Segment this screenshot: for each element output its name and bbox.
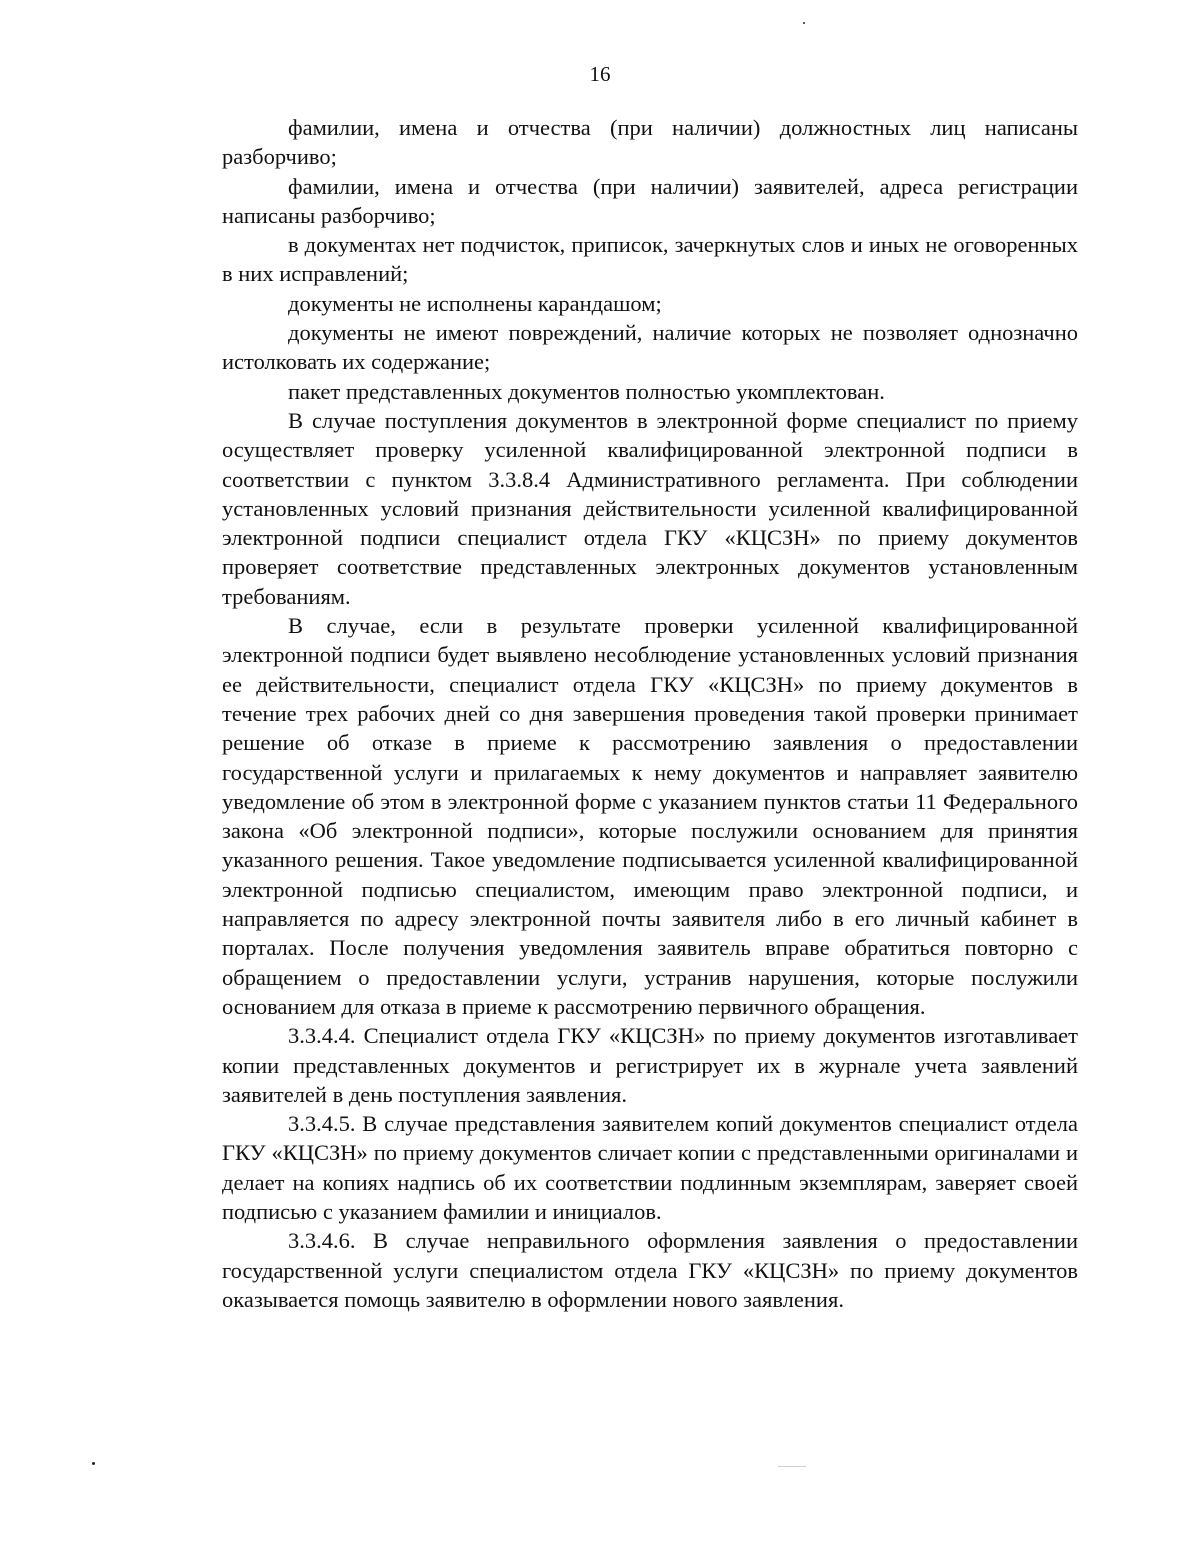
page-number: 16 [589, 62, 611, 86]
paragraph: 3.3.4.4. Специалист отдела ГКУ «КЦСЗН» по приему документов изготавливает копии представленных документов и регистрирует их в журнале учета заявлений заявителей в день поступления заявления. [222, 1023, 1078, 1107]
scan-mark [778, 1466, 806, 1467]
paragraph: фамилии, имена и отчества (при наличии) должностных лиц написаны разборчиво; [222, 115, 1078, 170]
paragraph: 3.3.4.5. В случае представления заявителем копий документов специалист отдела ГКУ «КЦСЗН» по приему документов сличает копии с представленными оригиналами и делает на копиях надпись об их соответствии подлинным экземплярам, заверяет своей подписью с указанием фамилии и инициалов. [222, 1111, 1078, 1224]
paragraph: документы не имеют повреждений, наличие которых не позволяет однозначно истолковать их содержание; [222, 320, 1078, 375]
paragraph: фамилии, имена и отчества (при наличии) заявителей, адреса регистрации написаны разборчиво; [222, 173, 1078, 228]
paragraph: пакет представленных документов полностью укомплектован. [288, 378, 885, 404]
scan-speck [92, 1462, 95, 1465]
paragraph: 3.3.4.6. В случае неправильного оформления заявления о предоставлении государственной услуги специалистом отдела ГКУ «КЦСЗН» по приему документов оказывается помощь заявителю в оформлении нового заявления. [222, 1228, 1078, 1312]
scan-speck [803, 22, 805, 24]
paragraph: документы не исполнены карандашом; [288, 290, 662, 316]
paragraph: В случае, если в результате проверки усиленной квалифицированной электронной подписи будет выявлено несоблюдение установленных условий признания ее действительности, специалист отдела ГКУ «КЦСЗН» по приему документов в течение трех рабочих дней со дня завершения проведения такой проверки принимает решение об отказе в приеме к рассмотрению заявления о предоставлении государственной услуги и прилагаемых к нему документов и направляет заявителю уведомление об этом в электронной форме с указанием пунктов статьи 11 Федерального закона «Об электронной подписи», которые послужили основанием для принятия указанного решения. Такое уведомление подписывается усиленной квалифицированной электронной подписью специалистом, имеющим право электронной подписи, и направляется по адресу электронной почты заявителя либо в его личный кабинет в порталах. После получения уведомления заявитель вправе обратиться повторно с обращением о предоставлении услуги, устранив нарушения, которые послужили основанием для отказа в приеме к рассмотрению первичного обращения. [222, 613, 1078, 1019]
document-body [222, 113, 1078, 1314]
paragraph: в документах нет подчисток, приписок, зачеркнутых слов и иных не оговоренных в них исправлений; [222, 232, 1078, 287]
paragraph: В случае поступления документов в электронной форме специалист по приему осуществляет проверку усиленной квалифицированной электронной подписи в соответствии с пунктом 3.3.8.4 Административного регламента. При соблюдении установленных условий признания действительности усиленной квалифицированной электронной подписи специалист отдела ГКУ «КЦСЗН» по приему документов проверяет соответствие представленных электронных документов установленным требованиям. [222, 407, 1078, 609]
